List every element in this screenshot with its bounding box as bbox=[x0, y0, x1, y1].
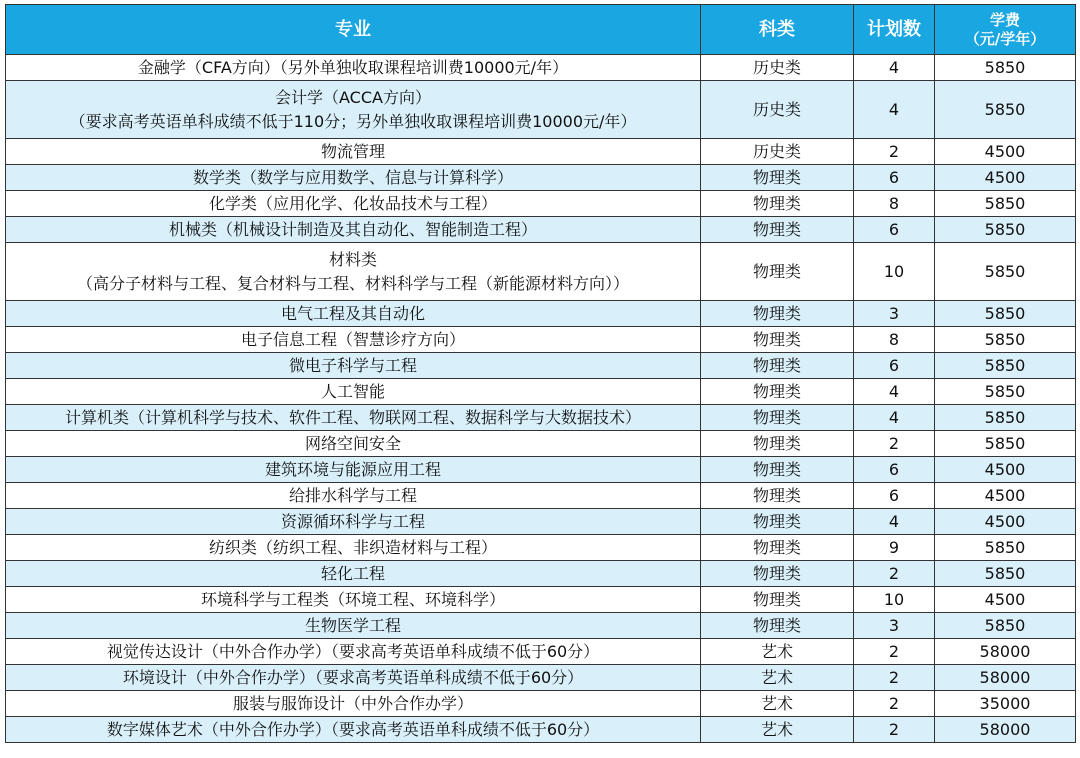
table-row bbox=[6, 665, 1076, 691]
cell-subject: 物理类 bbox=[701, 353, 854, 379]
cell-fee: 5850 bbox=[935, 613, 1076, 639]
cell-major bbox=[6, 327, 701, 353]
cell-fee: 4500 bbox=[935, 165, 1076, 191]
cell-major bbox=[6, 717, 701, 743]
cell-plan: 6 bbox=[854, 217, 935, 243]
cell-major bbox=[6, 243, 701, 301]
cell-subject: 物理类 bbox=[701, 457, 854, 483]
cell-fee: 4500 bbox=[935, 457, 1076, 483]
cell-plan: 6 bbox=[854, 483, 935, 509]
cell-subject: 物理类 bbox=[701, 243, 854, 301]
cell-major-line1: 资源循环科学与工程 bbox=[280, 511, 425, 531]
cell-major-line1: 电子信息工程（智慧诊疗方向） bbox=[240, 329, 465, 349]
cell-major-line1: 数字媒体艺术（中外合作办学）（要求高考英语单科成绩不低于60分） bbox=[106, 719, 600, 739]
cell-plan: 6 bbox=[854, 457, 935, 483]
header-fee-line2: （元/学年） bbox=[964, 29, 1046, 48]
cell-fee: 5850 bbox=[935, 301, 1076, 327]
cell-major-line2: （高分子材料与工程、复合材料与工程、材料科学与工程（新能源材料方向）） bbox=[76, 273, 629, 293]
cell-major bbox=[6, 217, 701, 243]
cell-major-line1: 电气工程及其自动化 bbox=[280, 303, 425, 323]
cell-major bbox=[6, 379, 701, 405]
cell-subject: 物理类 bbox=[701, 405, 854, 431]
cell-subject: 艺术 bbox=[701, 639, 854, 665]
cell-fee: 5850 bbox=[935, 379, 1076, 405]
cell-plan: 4 bbox=[854, 379, 935, 405]
cell-fee: 4500 bbox=[935, 509, 1076, 535]
cell-subject: 物理类 bbox=[701, 587, 854, 613]
cell-major-line2: （要求高考英语单科成绩不低于110分；另外单独收取课程培训费10000元/年） bbox=[69, 111, 637, 131]
cell-plan: 10 bbox=[854, 243, 935, 301]
header-major: 专业 bbox=[6, 5, 701, 55]
cell-major bbox=[6, 535, 701, 561]
cell-major bbox=[6, 353, 701, 379]
cell-major-line1: 网络空间安全 bbox=[304, 433, 401, 453]
cell-subject: 物理类 bbox=[701, 561, 854, 587]
cell-plan: 2 bbox=[854, 431, 935, 457]
cell-major bbox=[6, 431, 701, 457]
enrollment-plan-table bbox=[5, 4, 1076, 743]
cell-subject: 艺术 bbox=[701, 691, 854, 717]
table-row bbox=[6, 165, 1076, 191]
cell-fee: 35000 bbox=[935, 691, 1076, 717]
cell-subject: 物理类 bbox=[701, 165, 854, 191]
cell-major bbox=[6, 613, 701, 639]
cell-plan: 2 bbox=[854, 665, 935, 691]
cell-major bbox=[6, 561, 701, 587]
cell-major bbox=[6, 665, 701, 691]
table-row bbox=[6, 587, 1076, 613]
table-body bbox=[6, 55, 1076, 743]
cell-plan: 2 bbox=[854, 139, 935, 165]
cell-major bbox=[6, 55, 701, 81]
table-row bbox=[6, 353, 1076, 379]
table-row bbox=[6, 431, 1076, 457]
cell-major-line1: 环境科学与工程类（环境工程、环境科学） bbox=[200, 589, 505, 609]
cell-major-line1: 金融学（CFA方向）（另外单独收取课程培训费10000元/年） bbox=[137, 57, 569, 77]
cell-plan: 9 bbox=[854, 535, 935, 561]
cell-major bbox=[6, 139, 701, 165]
cell-subject: 历史类 bbox=[701, 139, 854, 165]
cell-subject: 物理类 bbox=[701, 191, 854, 217]
cell-major-line1: 物流管理 bbox=[320, 141, 385, 161]
cell-major-line1: 服装与服饰设计（中外合作办学） bbox=[232, 693, 473, 713]
cell-fee: 58000 bbox=[935, 639, 1076, 665]
table-row bbox=[6, 55, 1076, 81]
cell-fee: 5850 bbox=[935, 217, 1076, 243]
cell-major-line1: 建筑环境与能源应用工程 bbox=[264, 459, 441, 479]
table-row bbox=[6, 301, 1076, 327]
cell-major-line1: 给排水科学与工程 bbox=[288, 485, 417, 505]
cell-subject: 物理类 bbox=[701, 327, 854, 353]
cell-fee: 5850 bbox=[935, 561, 1076, 587]
cell-plan: 8 bbox=[854, 191, 935, 217]
cell-plan: 4 bbox=[854, 509, 935, 535]
cell-subject: 物理类 bbox=[701, 483, 854, 509]
table-row bbox=[6, 639, 1076, 665]
cell-major bbox=[6, 165, 701, 191]
cell-plan: 6 bbox=[854, 353, 935, 379]
cell-fee: 5850 bbox=[935, 405, 1076, 431]
table-header bbox=[6, 5, 1076, 55]
table-row bbox=[6, 535, 1076, 561]
table-row bbox=[6, 81, 1076, 139]
header-row bbox=[6, 5, 1076, 55]
cell-subject: 艺术 bbox=[701, 665, 854, 691]
cell-fee: 5850 bbox=[935, 431, 1076, 457]
cell-major-line1: 人工智能 bbox=[320, 381, 385, 401]
cell-fee: 5850 bbox=[935, 55, 1076, 81]
cell-plan: 8 bbox=[854, 327, 935, 353]
cell-fee: 4500 bbox=[935, 483, 1076, 509]
table-row bbox=[6, 717, 1076, 743]
header-plan: 计划数 bbox=[854, 5, 935, 55]
cell-fee: 5850 bbox=[935, 191, 1076, 217]
table-row bbox=[6, 139, 1076, 165]
cell-plan: 3 bbox=[854, 613, 935, 639]
cell-major-line1: 材料类 bbox=[328, 249, 377, 269]
cell-major bbox=[6, 483, 701, 509]
table-row bbox=[6, 561, 1076, 587]
cell-major-line1: 纺织类（纺织工程、非织造材料与工程） bbox=[208, 537, 497, 557]
cell-major-line1: 轻化工程 bbox=[320, 563, 385, 583]
cell-major-line1: 数学类（数学与应用数学、信息与计算科学） bbox=[192, 167, 513, 187]
cell-major-line1: 计算机类（计算机科学与技术、软件工程、物联网工程、数据科学与大数据技术） bbox=[64, 407, 641, 427]
cell-plan: 2 bbox=[854, 639, 935, 665]
cell-plan: 4 bbox=[854, 405, 935, 431]
cell-major bbox=[6, 691, 701, 717]
cell-major-line1: 视觉传达设计（中外合作办学）（要求高考英语单科成绩不低于60分） bbox=[106, 641, 600, 661]
cell-major bbox=[6, 639, 701, 665]
cell-major-line1: 微电子科学与工程 bbox=[288, 355, 417, 375]
cell-major bbox=[6, 457, 701, 483]
cell-fee: 58000 bbox=[935, 665, 1076, 691]
table-row bbox=[6, 483, 1076, 509]
cell-major-line1: 机械类（机械设计制造及其自动化、智能制造工程） bbox=[168, 219, 537, 239]
cell-major-line1: 生物医学工程 bbox=[304, 615, 401, 635]
cell-major bbox=[6, 587, 701, 613]
table-row bbox=[6, 405, 1076, 431]
cell-fee: 58000 bbox=[935, 717, 1076, 743]
cell-plan: 2 bbox=[854, 561, 935, 587]
cell-subject: 历史类 bbox=[701, 55, 854, 81]
table-row bbox=[6, 613, 1076, 639]
table-row bbox=[6, 509, 1076, 535]
cell-major bbox=[6, 301, 701, 327]
cell-major-line1: 环境设计（中外合作办学）（要求高考英语单科成绩不低于60分） bbox=[122, 667, 584, 687]
cell-plan: 2 bbox=[854, 717, 935, 743]
cell-subject: 物理类 bbox=[701, 431, 854, 457]
cell-subject: 物理类 bbox=[701, 509, 854, 535]
table-row bbox=[6, 217, 1076, 243]
table-row bbox=[6, 457, 1076, 483]
cell-fee: 4500 bbox=[935, 587, 1076, 613]
table-row bbox=[6, 243, 1076, 301]
cell-plan: 2 bbox=[854, 691, 935, 717]
cell-fee: 5850 bbox=[935, 535, 1076, 561]
cell-plan: 4 bbox=[854, 81, 935, 139]
cell-subject: 物理类 bbox=[701, 535, 854, 561]
cell-major bbox=[6, 405, 701, 431]
cell-fee: 5850 bbox=[935, 353, 1076, 379]
cell-subject: 艺术 bbox=[701, 717, 854, 743]
cell-subject: 物理类 bbox=[701, 379, 854, 405]
header-fee-line1: 学费 bbox=[989, 10, 1020, 29]
table-row bbox=[6, 379, 1076, 405]
table-row bbox=[6, 191, 1076, 217]
cell-subject: 物理类 bbox=[701, 301, 854, 327]
cell-plan: 10 bbox=[854, 587, 935, 613]
cell-subject: 历史类 bbox=[701, 81, 854, 139]
table-row bbox=[6, 327, 1076, 353]
header-fee bbox=[935, 5, 1076, 55]
cell-subject: 物理类 bbox=[701, 217, 854, 243]
cell-subject: 物理类 bbox=[701, 613, 854, 639]
enrollment-plan-table-container bbox=[5, 4, 1076, 743]
cell-fee: 4500 bbox=[935, 139, 1076, 165]
cell-major-line1: 化学类（应用化学、化妆品技术与工程） bbox=[208, 193, 497, 213]
cell-major bbox=[6, 81, 701, 139]
cell-major bbox=[6, 191, 701, 217]
cell-plan: 3 bbox=[854, 301, 935, 327]
cell-fee: 5850 bbox=[935, 243, 1076, 301]
cell-major-line1: 会计学（ACCA方向） bbox=[275, 87, 431, 107]
cell-fee: 5850 bbox=[935, 81, 1076, 139]
cell-plan: 4 bbox=[854, 55, 935, 81]
cell-major bbox=[6, 509, 701, 535]
table-row bbox=[6, 691, 1076, 717]
cell-plan: 6 bbox=[854, 165, 935, 191]
cell-fee: 5850 bbox=[935, 327, 1076, 353]
header-subject: 科类 bbox=[701, 5, 854, 55]
